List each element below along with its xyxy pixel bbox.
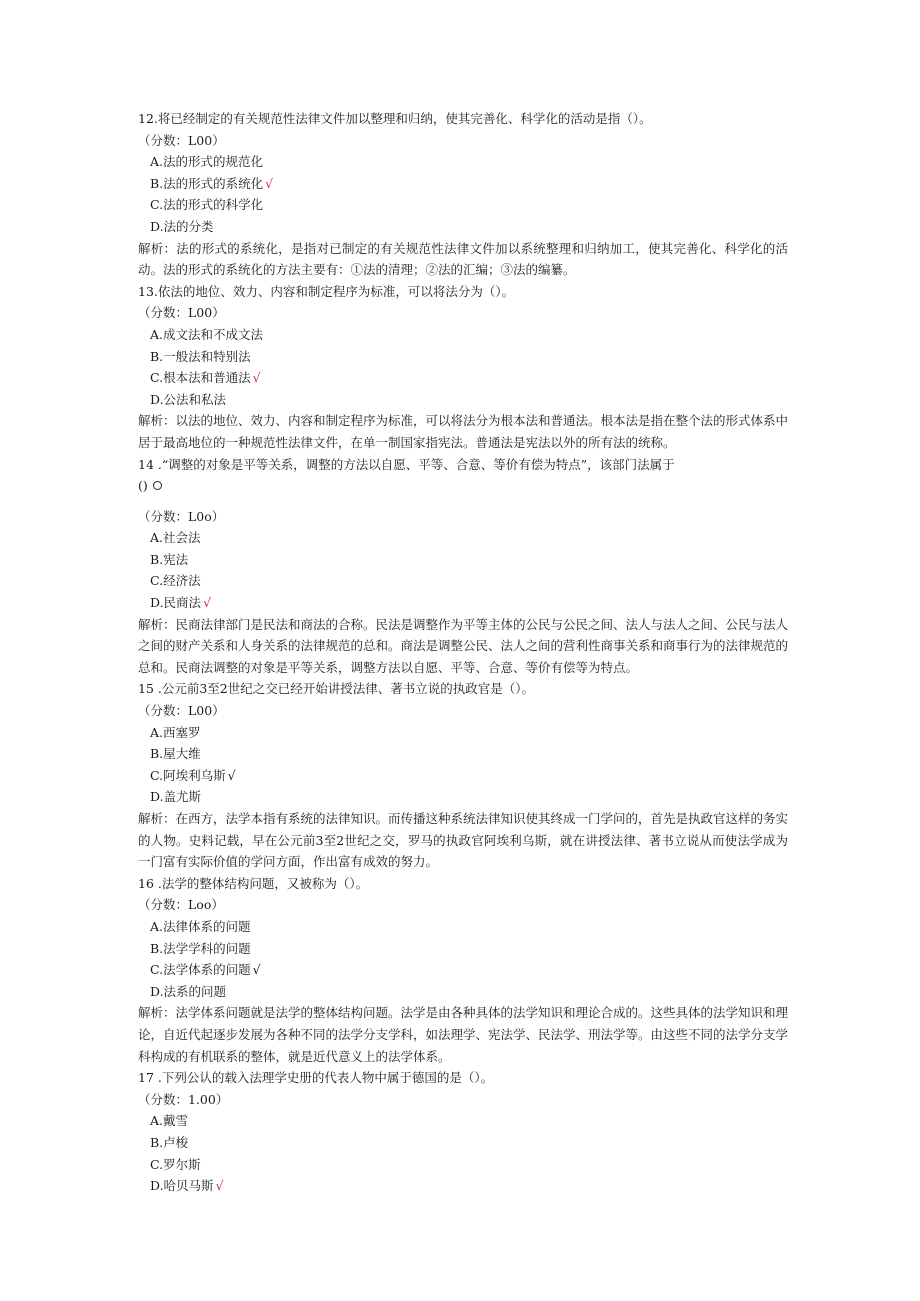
question-16-option-a: A.法律体系的问题: [150, 918, 251, 934]
question-16-stem: 16 .法学的整体结构问题，又被称为（）。: [138, 875, 369, 891]
question-14-stem-continued: (): [138, 475, 788, 497]
question-12-option-c: C.法的形式的科学化: [150, 197, 264, 213]
question-16-option-c: C.法学体系的问题 √: [150, 962, 261, 978]
question-13-option-c: C.根本法和普通法 √: [150, 370, 261, 386]
question-13-option-d: D.公法和私法: [150, 391, 227, 407]
question-17-stem: 17 .下列公认的载入法理学史册的代表人物中属于德国的是（）。: [138, 1070, 494, 1086]
question-14-option-a: A.社会法: [150, 530, 201, 546]
question-12-score: （分数：L00）: [138, 132, 225, 148]
answer-check-icon: √: [203, 595, 212, 611]
question-17-option-a: A.戴雪: [150, 1113, 189, 1129]
question-17-option-d: D.哈贝马斯 √: [150, 1178, 224, 1194]
question-13-analysis: 解析：以法的地位、效力、内容和制定程序为标准，可以将法分为根本法和普通法。根本法是指在整个法的形式体系中居于最高地位的一种规范性法律文件，在单一制国家指宪法。普通法是宪法以外的所有法的统称。: [138, 413, 789, 450]
question-13-option-a: A.成文法和不成文法: [150, 326, 264, 342]
question-13-score: （分数：L00）: [138, 305, 225, 321]
question-15-option-c: C.阿埃利乌斯 √: [150, 767, 236, 783]
question-12-option-b: B.法的形式的系统化 √: [150, 175, 274, 191]
question-17-option-c: C.罗尔斯: [150, 1156, 201, 1172]
question-17-score: （分数：1.00）: [138, 1091, 229, 1107]
question-17-option-b: B.卢梭: [150, 1134, 189, 1150]
question-12-analysis: 解析：法的形式的系统化，是指对已制定的有关规范性法律文件加以系统整理和归纳加工，使其完善化、科学化的活动。法的形式的系统化的方法主要有：①法的清理；②法的汇编；③法的编纂。: [138, 240, 788, 278]
question-15-analysis: 解析：在西方，法学本指有系统的法律知识。而传播这种系统法律知识使其终成一门学问的，首先是执政官这样的务实的人物。史料记载，早在公元前3至2世纪之交，罗马的执政官阿埃利乌斯，就在讲授法律、著书立说从而使法学成为一门富有实际价值的学问方面，作出富有成效的努力。: [138, 811, 789, 870]
question-14-score: （分数：L0o）: [138, 508, 225, 524]
question-14-analysis: 解析：民商法律部门是民法和商法的合称。民法是调整作为平等主体的公民与公民之间、法人与法人之间、公民与法人之间的财产关系和人身关系的法律规范的总和。商法是调整公民、法人之间的营利性商事关系和商事行为的法律规范的总和。民商法调整的对象是平等关系，调整方法以自愿、平等、合意、等价有偿等为特点。: [138, 616, 789, 675]
answer-check-icon: √: [215, 1178, 224, 1194]
question-15-option-b: B.屋大维: [150, 746, 201, 762]
question-12-stem: 12.将已经制定的有关规范性法律文件加以整理和归纳，使其完善化、科学化的活动是指（）。: [138, 111, 652, 126]
question-15-option-a: A.西塞罗: [150, 724, 201, 740]
question-14-stem: 14 .“调整的对象是平等关系，调整的方法以自愿、平等、合意、等价有偿为特点”，该部门法属于: [138, 456, 675, 472]
question-15-score: （分数：L00）: [138, 703, 225, 719]
circle-icon: [153, 481, 162, 490]
question-15-option-d: D.盖尤斯: [150, 789, 202, 805]
answer-check-icon: √: [252, 370, 261, 386]
question-14-option-c: C.经济法: [150, 573, 201, 589]
question-16-score: （分数：Loo）: [138, 897, 224, 913]
answer-check-icon: √: [227, 767, 236, 783]
answer-check-icon: √: [265, 175, 274, 191]
answer-check-icon: √: [252, 962, 261, 978]
question-13-stem: 13.依法的地位、效力、内容和制定程序为标准，可以将法分为（）。: [138, 283, 515, 299]
question-13-option-b: B.一般法和特别法: [150, 348, 251, 364]
question-16-analysis: 解析：法学体系问题就是法学的整体结构问题。法学是由各种具体的法学知识和理论合成的。这些具体的法学知识和理论，自近代起逐步发展为各种不同的法学分支学科，如法理学、宪法学、民法学、刑法学等。由这些不同的法学分支学科构成的有机联系的整体，就是近代意义上的法学体系。: [138, 1005, 789, 1064]
question-14-option-d: D.民商法 √: [150, 595, 212, 611]
question-12-option-d: D.法的分类: [150, 218, 214, 234]
exam-page: [138, 108, 788, 1197]
question-16-option-b: B.法学学科的问题: [150, 940, 251, 956]
question-15-stem: 15 .公元前3至2世纪之交已经开始讲授法律、著书立说的执政官是（）。: [138, 681, 535, 697]
question-16-option-d: D.法系的问题: [150, 983, 227, 999]
question-14-option-b: B.宪法: [150, 551, 189, 567]
question-12-option-a: A.法的形式的规范化: [150, 154, 264, 170]
